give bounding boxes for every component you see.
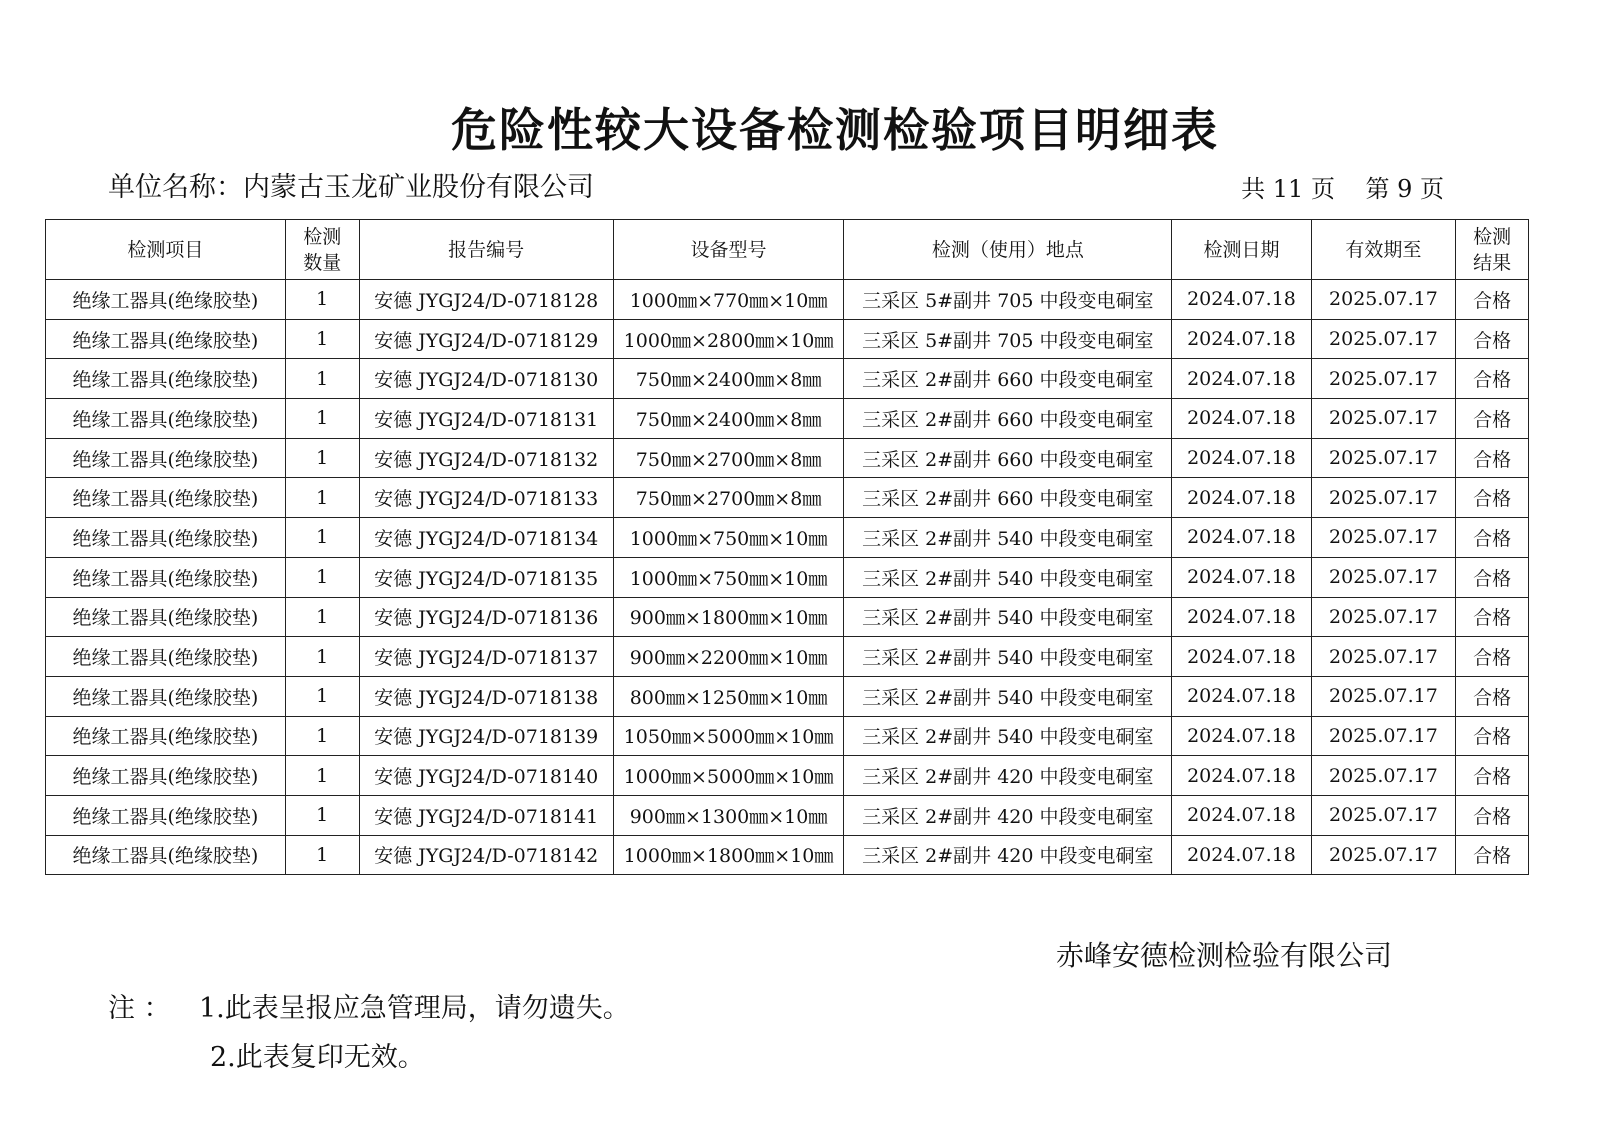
page-total: 共 11 页 — [1241, 175, 1335, 203]
page-info — [1241, 172, 1444, 206]
table-row — [46, 835, 1529, 875]
table-cell: 2024.07.18 — [1172, 716, 1311, 756]
table-cell: 1050㎜×5000㎜×10㎜ — [613, 716, 844, 756]
table-cell: 1000㎜×1800㎜×10㎜ — [613, 835, 844, 875]
table-cell: 750㎜×2700㎜×8㎜ — [613, 438, 844, 478]
table-cell: 安德 JYGJ24/D-0718138 — [359, 676, 613, 716]
table-cell: 合格 — [1456, 557, 1529, 597]
table-cell: 绝缘工器具(绝缘胶垫) — [46, 756, 286, 796]
table-cell: 1 — [285, 359, 359, 399]
table-cell: 2025.07.17 — [1311, 835, 1456, 875]
table-cell: 合格 — [1456, 676, 1529, 716]
table-cell: 2024.07.18 — [1172, 637, 1311, 677]
table-cell: 三采区 5#副井 705 中段变电硐室 — [844, 319, 1172, 359]
table-cell: 1 — [285, 795, 359, 835]
table-cell: 2024.07.18 — [1172, 359, 1311, 399]
table-row — [46, 518, 1529, 558]
table-cell: 2024.07.18 — [1172, 280, 1311, 320]
table-cell: 合格 — [1456, 756, 1529, 796]
table-cell: 安德 JYGJ24/D-0718142 — [359, 835, 613, 875]
table-cell: 合格 — [1456, 319, 1529, 359]
table-cell: 900㎜×1800㎜×10㎜ — [613, 597, 844, 637]
page-current: 第 9 页 — [1365, 175, 1444, 203]
table-cell: 1 — [285, 280, 359, 320]
note-item: 1.此表呈报应急管理局，请勿遗失。 — [199, 993, 630, 1024]
column-header: 设备型号 — [613, 220, 844, 280]
table-cell: 1 — [285, 676, 359, 716]
table-cell: 绝缘工器具(绝缘胶垫) — [46, 478, 286, 518]
table-cell: 绝缘工器具(绝缘胶垫) — [46, 716, 286, 756]
table-cell: 三采区 2#副井 540 中段变电硐室 — [844, 716, 1172, 756]
table-cell: 安德 JYGJ24/D-0718135 — [359, 557, 613, 597]
table-cell: 绝缘工器具(绝缘胶垫) — [46, 597, 286, 637]
table-cell: 750㎜×2400㎜×8㎜ — [613, 399, 844, 439]
table-row — [46, 637, 1529, 677]
column-header: 检测（使用）地点 — [844, 220, 1172, 280]
table-cell: 2024.07.18 — [1172, 518, 1311, 558]
table-row — [46, 399, 1529, 439]
table-cell: 2024.07.18 — [1172, 399, 1311, 439]
table-cell: 2025.07.17 — [1311, 359, 1456, 399]
table-cell: 三采区 2#副井 660 中段变电硐室 — [844, 438, 1172, 478]
table-cell: 1000㎜×5000㎜×10㎜ — [613, 756, 844, 796]
table-cell: 绝缘工器具(绝缘胶垫) — [46, 359, 286, 399]
table-cell: 2024.07.18 — [1172, 597, 1311, 637]
table-row — [46, 319, 1529, 359]
table-cell: 绝缘工器具(绝缘胶垫) — [46, 438, 286, 478]
table-cell: 三采区 2#副井 540 中段变电硐室 — [844, 637, 1172, 677]
table-cell: 绝缘工器具(绝缘胶垫) — [46, 637, 286, 677]
table-cell: 安德 JYGJ24/D-0718132 — [359, 438, 613, 478]
table-cell: 三采区 2#副井 540 中段变电硐室 — [844, 557, 1172, 597]
table-cell: 1000㎜×2800㎜×10㎜ — [613, 319, 844, 359]
table-cell: 750㎜×2400㎜×8㎜ — [613, 359, 844, 399]
inspection-table — [45, 219, 1529, 875]
table-cell: 安德 JYGJ24/D-0718140 — [359, 756, 613, 796]
table-row — [46, 795, 1529, 835]
column-header: 检测 结果 — [1456, 220, 1529, 280]
table-cell: 合格 — [1456, 835, 1529, 875]
table-cell: 2025.07.17 — [1311, 637, 1456, 677]
unit-name: 单位名称：内蒙古玉龙矿业股份有限公司 — [108, 172, 594, 203]
table-cell: 1 — [285, 637, 359, 677]
table-cell: 2025.07.17 — [1311, 280, 1456, 320]
table-cell: 1 — [285, 319, 359, 359]
notes-label: 注 ： — [108, 993, 171, 1024]
table-cell: 2025.07.17 — [1311, 319, 1456, 359]
table-cell: 三采区 2#副井 660 中段变电硐室 — [844, 359, 1172, 399]
table-cell: 2024.07.18 — [1172, 438, 1311, 478]
table-cell: 1 — [285, 597, 359, 637]
table-cell: 2025.07.17 — [1311, 518, 1456, 558]
table-cell: 安德 JYGJ24/D-0718139 — [359, 716, 613, 756]
table-row — [46, 676, 1529, 716]
table-cell: 合格 — [1456, 359, 1529, 399]
table-cell: 绝缘工器具(绝缘胶垫) — [46, 280, 286, 320]
table-cell: 三采区 2#副井 420 中段变电硐室 — [844, 756, 1172, 796]
column-header: 报告编号 — [359, 220, 613, 280]
table-cell: 2025.07.17 — [1311, 557, 1456, 597]
table-row — [46, 438, 1529, 478]
table-cell: 三采区 2#副井 540 中段变电硐室 — [844, 518, 1172, 558]
table-body — [46, 280, 1529, 875]
table-cell: 安德 JYGJ24/D-0718129 — [359, 319, 613, 359]
table-cell: 2024.07.18 — [1172, 795, 1311, 835]
table-cell: 2025.07.17 — [1311, 716, 1456, 756]
table-cell: 1 — [285, 557, 359, 597]
column-header: 有效期至 — [1311, 220, 1456, 280]
table-cell: 1 — [285, 518, 359, 558]
table-cell: 合格 — [1456, 637, 1529, 677]
note-item: 2.此表复印无效。 — [210, 1042, 425, 1073]
table-cell: 三采区 2#副井 420 中段变电硐室 — [844, 795, 1172, 835]
column-header: 检测日期 — [1172, 220, 1311, 280]
table-cell: 1 — [285, 716, 359, 756]
table-cell: 绝缘工器具(绝缘胶垫) — [46, 835, 286, 875]
table-cell: 1000㎜×770㎜×10㎜ — [613, 280, 844, 320]
table-cell: 1 — [285, 399, 359, 439]
table-cell: 合格 — [1456, 399, 1529, 439]
table-cell: 合格 — [1456, 795, 1529, 835]
table-cell: 800㎜×1250㎜×10㎜ — [613, 676, 844, 716]
table-cell: 2025.07.17 — [1311, 597, 1456, 637]
table-cell: 1000㎜×750㎜×10㎜ — [613, 518, 844, 558]
table-cell: 绝缘工器具(绝缘胶垫) — [46, 795, 286, 835]
table-cell: 三采区 2#副井 420 中段变电硐室 — [844, 835, 1172, 875]
table-cell: 2024.07.18 — [1172, 756, 1311, 796]
table-cell: 750㎜×2700㎜×8㎜ — [613, 478, 844, 518]
table-cell: 合格 — [1456, 716, 1529, 756]
table-row — [46, 716, 1529, 756]
table-row — [46, 359, 1529, 399]
table-cell: 2024.07.18 — [1172, 676, 1311, 716]
table-row — [46, 756, 1529, 796]
table-cell: 1 — [285, 438, 359, 478]
table-cell: 900㎜×2200㎜×10㎜ — [613, 637, 844, 677]
table-row — [46, 597, 1529, 637]
issuer-company: 赤峰安德检测检验有限公司 — [1055, 939, 1392, 972]
table-cell: 绝缘工器具(绝缘胶垫) — [46, 557, 286, 597]
table-cell: 1 — [285, 835, 359, 875]
table-header-row — [46, 220, 1529, 280]
table-cell: 三采区 2#副井 540 中段变电硐室 — [844, 597, 1172, 637]
document-title: 危险性较大设备检测检验项目明细表 — [451, 103, 1219, 157]
table-cell: 安德 JYGJ24/D-0718137 — [359, 637, 613, 677]
table-cell: 三采区 2#副井 540 中段变电硐室 — [844, 676, 1172, 716]
table-cell: 安德 JYGJ24/D-0718133 — [359, 478, 613, 518]
table-cell: 三采区 2#副井 660 中段变电硐室 — [844, 399, 1172, 439]
table-cell: 合格 — [1456, 438, 1529, 478]
table-cell: 三采区 5#副井 705 中段变电硐室 — [844, 280, 1172, 320]
table-cell: 2025.07.17 — [1311, 399, 1456, 439]
table-cell: 合格 — [1456, 280, 1529, 320]
table-cell: 2025.07.17 — [1311, 478, 1456, 518]
table-cell: 2024.07.18 — [1172, 835, 1311, 875]
table-cell: 2025.07.17 — [1311, 795, 1456, 835]
table-cell: 安德 JYGJ24/D-0718128 — [359, 280, 613, 320]
table-cell: 900㎜×1300㎜×10㎜ — [613, 795, 844, 835]
table-cell: 安德 JYGJ24/D-0718136 — [359, 597, 613, 637]
table-row — [46, 478, 1529, 518]
table-cell: 安德 JYGJ24/D-0718130 — [359, 359, 613, 399]
table-cell: 2024.07.18 — [1172, 478, 1311, 518]
table-cell: 安德 JYGJ24/D-0718134 — [359, 518, 613, 558]
table-row — [46, 280, 1529, 320]
table-row — [46, 557, 1529, 597]
table-cell: 绝缘工器具(绝缘胶垫) — [46, 518, 286, 558]
table-cell: 三采区 2#副井 660 中段变电硐室 — [844, 478, 1172, 518]
table-cell: 1 — [285, 756, 359, 796]
table-cell: 2025.07.17 — [1311, 438, 1456, 478]
table-cell: 2025.07.17 — [1311, 676, 1456, 716]
table-cell: 合格 — [1456, 518, 1529, 558]
table-cell: 2025.07.17 — [1311, 756, 1456, 796]
table-cell: 2024.07.18 — [1172, 557, 1311, 597]
table-cell: 1000㎜×750㎜×10㎜ — [613, 557, 844, 597]
column-header: 检测项目 — [46, 220, 286, 280]
table-cell: 绝缘工器具(绝缘胶垫) — [46, 319, 286, 359]
table-cell: 绝缘工器具(绝缘胶垫) — [46, 676, 286, 716]
table-cell: 合格 — [1456, 597, 1529, 637]
table-cell: 安德 JYGJ24/D-0718141 — [359, 795, 613, 835]
table-cell: 1 — [285, 478, 359, 518]
table-cell: 安德 JYGJ24/D-0718131 — [359, 399, 613, 439]
column-header: 检测 数量 — [285, 220, 359, 280]
table-cell: 合格 — [1456, 478, 1529, 518]
table-cell: 2024.07.18 — [1172, 319, 1311, 359]
table-cell: 绝缘工器具(绝缘胶垫) — [46, 399, 286, 439]
